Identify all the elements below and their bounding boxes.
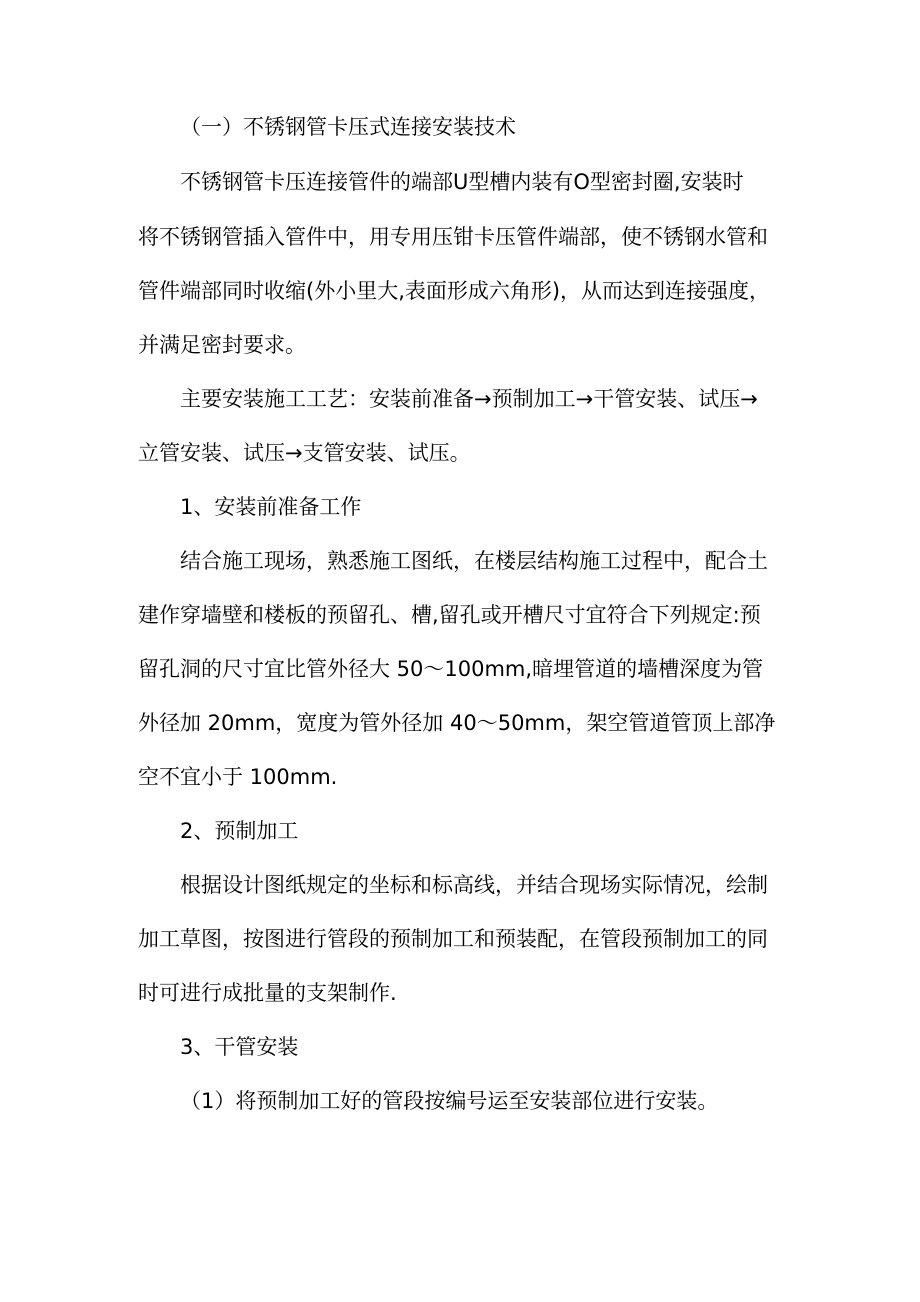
subheading: 2、预制加工 xyxy=(180,819,299,843)
subheading: 1、安装前准备工作 xyxy=(180,495,362,519)
paragraph-line: 留孔洞的尺寸宜比管外径大 50～100mm,暗埋管道的墙槽深度为管 xyxy=(138,657,764,681)
paragraph-line: （1）将预制加工好的管段按编号运至安装部位进行安装。 xyxy=(180,1089,719,1113)
paragraph-line: 立管安装、试压→支管安装、试压。 xyxy=(138,441,471,465)
paragraph-line: 外径加 20mm，宽度为管外径加 40～50mm，架空管道管顶上部净 xyxy=(138,711,776,735)
paragraph-line: 将不锈钢管插入管件中，用专用压钳卡压管件端部，使不锈钢水管和 xyxy=(138,225,768,249)
paragraph-line: 并满足密封要求。 xyxy=(138,333,306,357)
subheading: 3、干管安装 xyxy=(180,1035,299,1059)
paragraph-line: 根据设计图纸规定的坐标和标高线，并结合现场实际情况，绘制 xyxy=(180,873,768,897)
paragraph-line: 主要安装施工工艺：安装前准备→预制加工→干管安装、试压→ xyxy=(180,387,758,411)
paragraph-line: 不锈钢管卡压连接管件的端部U型槽内装有O型密封圈,安装时 xyxy=(180,170,744,194)
paragraph-line: 空不宜小于 100mm. xyxy=(138,765,338,789)
paragraph-line: 管件端部同时收缩(外小里大,表面形成六角形)，从而达到连接强度， xyxy=(138,279,771,303)
paragraph-line: 时可进行成批量的支架制作. xyxy=(138,981,397,1005)
section-heading: （一）不锈钢管卡压式连接安装技术 xyxy=(180,115,516,139)
paragraph-line: 加工草图，按图进行管段的预制加工和预装配，在管段预制加工的同 xyxy=(138,927,768,951)
paragraph-line: 结合施工现场，熟悉施工图纸，在楼层结构施工过程中，配合土 xyxy=(180,549,768,573)
paragraph-line: 建作穿墙壁和楼板的预留孔、槽,留孔或开槽尺寸宜符合下列规定:预 xyxy=(138,603,761,627)
